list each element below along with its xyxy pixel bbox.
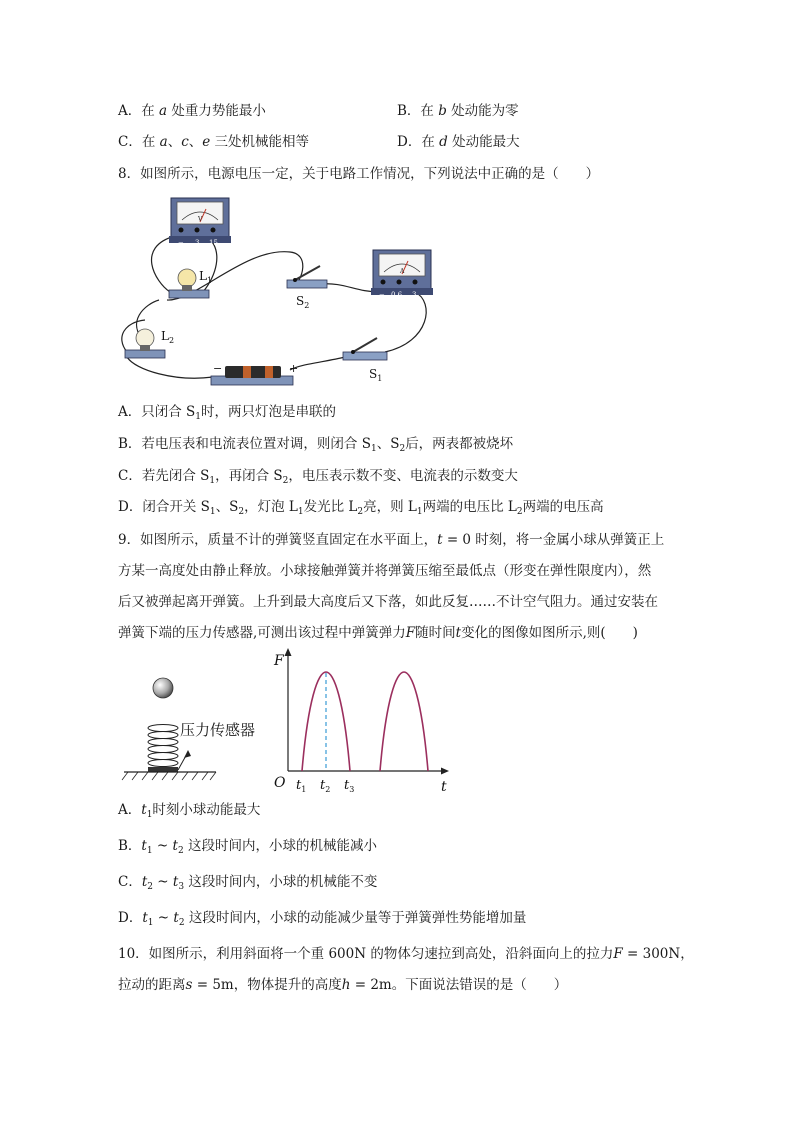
q7-option-a: A．在 a 处重力势能最小 — [118, 103, 266, 119]
q8-option-a: A．只闭合 $S_1$时，两只灯泡是串联的 — [118, 404, 337, 422]
svg-text:−: − — [379, 291, 385, 299]
svg-text:S1: $S_1$ — [369, 367, 383, 383]
q10-stem-line-1: 10．如图所示，利用斜面将一个重 600N 的物体匀速拉到高处，沿斜面向上的拉力F = 300N， — [118, 946, 694, 962]
voltmeter-icon — [169, 198, 231, 247]
svg-text:V: V — [198, 216, 203, 223]
q8-option-b: B．若电压表和电流表位置对调，则闭合 $S_1$、$S_2$后，两表都被烧坏 — [118, 436, 514, 454]
svg-text:15: 15 — [209, 239, 218, 247]
q9-option-b: B．$t_1$ ~ $t_2$ 这段时间内，小球的机械能减小 — [118, 838, 377, 856]
q8-option-d: D．闭合开关 $S_1$、$S_2$，灯泡 $L_1$发光比 $L_2$亮，则 $L_1$两端的电压比 $L_2$两端的电压高 — [118, 499, 604, 517]
y-axis-label: F — [274, 653, 284, 669]
q8-circuit-diagram — [115, 192, 445, 392]
svg-text:−: − — [178, 239, 184, 247]
sensor-label: 压力传感器 — [180, 721, 256, 739]
q9-stem-line-4: 弹簧下端的压力传感器,可测出该过程中弹簧弹力F随时间t变化的图像如图所示,则( ) — [118, 625, 638, 641]
q9-stem-line-2: 方某一高度处由静止释放。小球接触弹簧并将弹簧压缩至最低点（形变在弹性限度内），然 — [118, 563, 652, 579]
battery-icon — [211, 362, 298, 385]
switch-s1-icon — [343, 338, 387, 383]
q8-stem: 8．如图所示，电源电压一定，关于电路工作情况，下列说法中正确的是（ ） — [118, 166, 600, 182]
q10-stem-line-2: 拉动的距离s = 5m，物体提升的高度h = 2m。下面说法错误的是（ ） — [118, 977, 568, 993]
q7-option-b: B．在 b 处动能为零 — [397, 103, 519, 119]
switch-s2-icon — [287, 266, 327, 310]
force-curve-2 — [380, 672, 428, 771]
q9-option-a: A．$t_1$时刻小球动能最大 — [118, 802, 261, 820]
ammeter-icon — [371, 250, 433, 299]
svg-text:A: A — [400, 268, 405, 275]
metal-ball — [153, 678, 173, 698]
q9-option-d: D．$t_1$ ~ $t_2$ 这段时间内，小球的动能减少量等于弹簧弹性势能增加量 — [118, 910, 527, 928]
svg-text:3: 3 — [195, 239, 200, 247]
x-axis-label: t — [441, 779, 447, 795]
lamp-l1-icon — [169, 269, 212, 298]
svg-text:3: 3 — [412, 291, 417, 299]
force-curve-1 — [302, 672, 350, 771]
lamp-l2-icon — [125, 329, 174, 358]
svg-text:S2: $S_2$ — [296, 294, 310, 310]
q8-option-c: C．若先闭合 $S_1$，再闭合 $S_2$，电压表示数不变、电流表的示数变大 — [118, 468, 518, 486]
svg-text:L1: $L_1$ — [199, 269, 213, 285]
svg-text:+: + — [289, 362, 299, 375]
svg-text:−: − — [213, 362, 223, 375]
tick-t1: $t_1$ — [296, 778, 307, 794]
origin-label: O — [274, 775, 286, 791]
q7-option-d: D．在 d 处动能最大 — [397, 134, 520, 150]
tick-t3: $t_3$ — [344, 778, 355, 794]
svg-text:0.6: 0.6 — [391, 291, 403, 299]
tick-t2: $t_2$ — [320, 778, 331, 794]
q9-option-c: C．$t_2$ ~ $t_3$ 这段时间内，小球的机械能不变 — [118, 874, 378, 892]
q9-stem-line-1: 9．如图所示，质量不计的弹簧竖直固定在水平面上，t = 0 时刻，将一金属小球从弹簧正上 — [118, 532, 665, 548]
q9-stem-line-3: 后又被弹起离开弹簧。上升到最大高度后又下落，如此反复……不计空气阻力。通过安装在 — [118, 594, 658, 610]
svg-text:L2: $L_2$ — [161, 329, 175, 345]
pressure-sensor — [148, 767, 178, 772]
q9-force-time-graph — [268, 645, 458, 795]
spring-icon — [148, 725, 178, 767]
q7-option-c: C．在 a、c、e 三处机械能相等 — [118, 134, 310, 150]
